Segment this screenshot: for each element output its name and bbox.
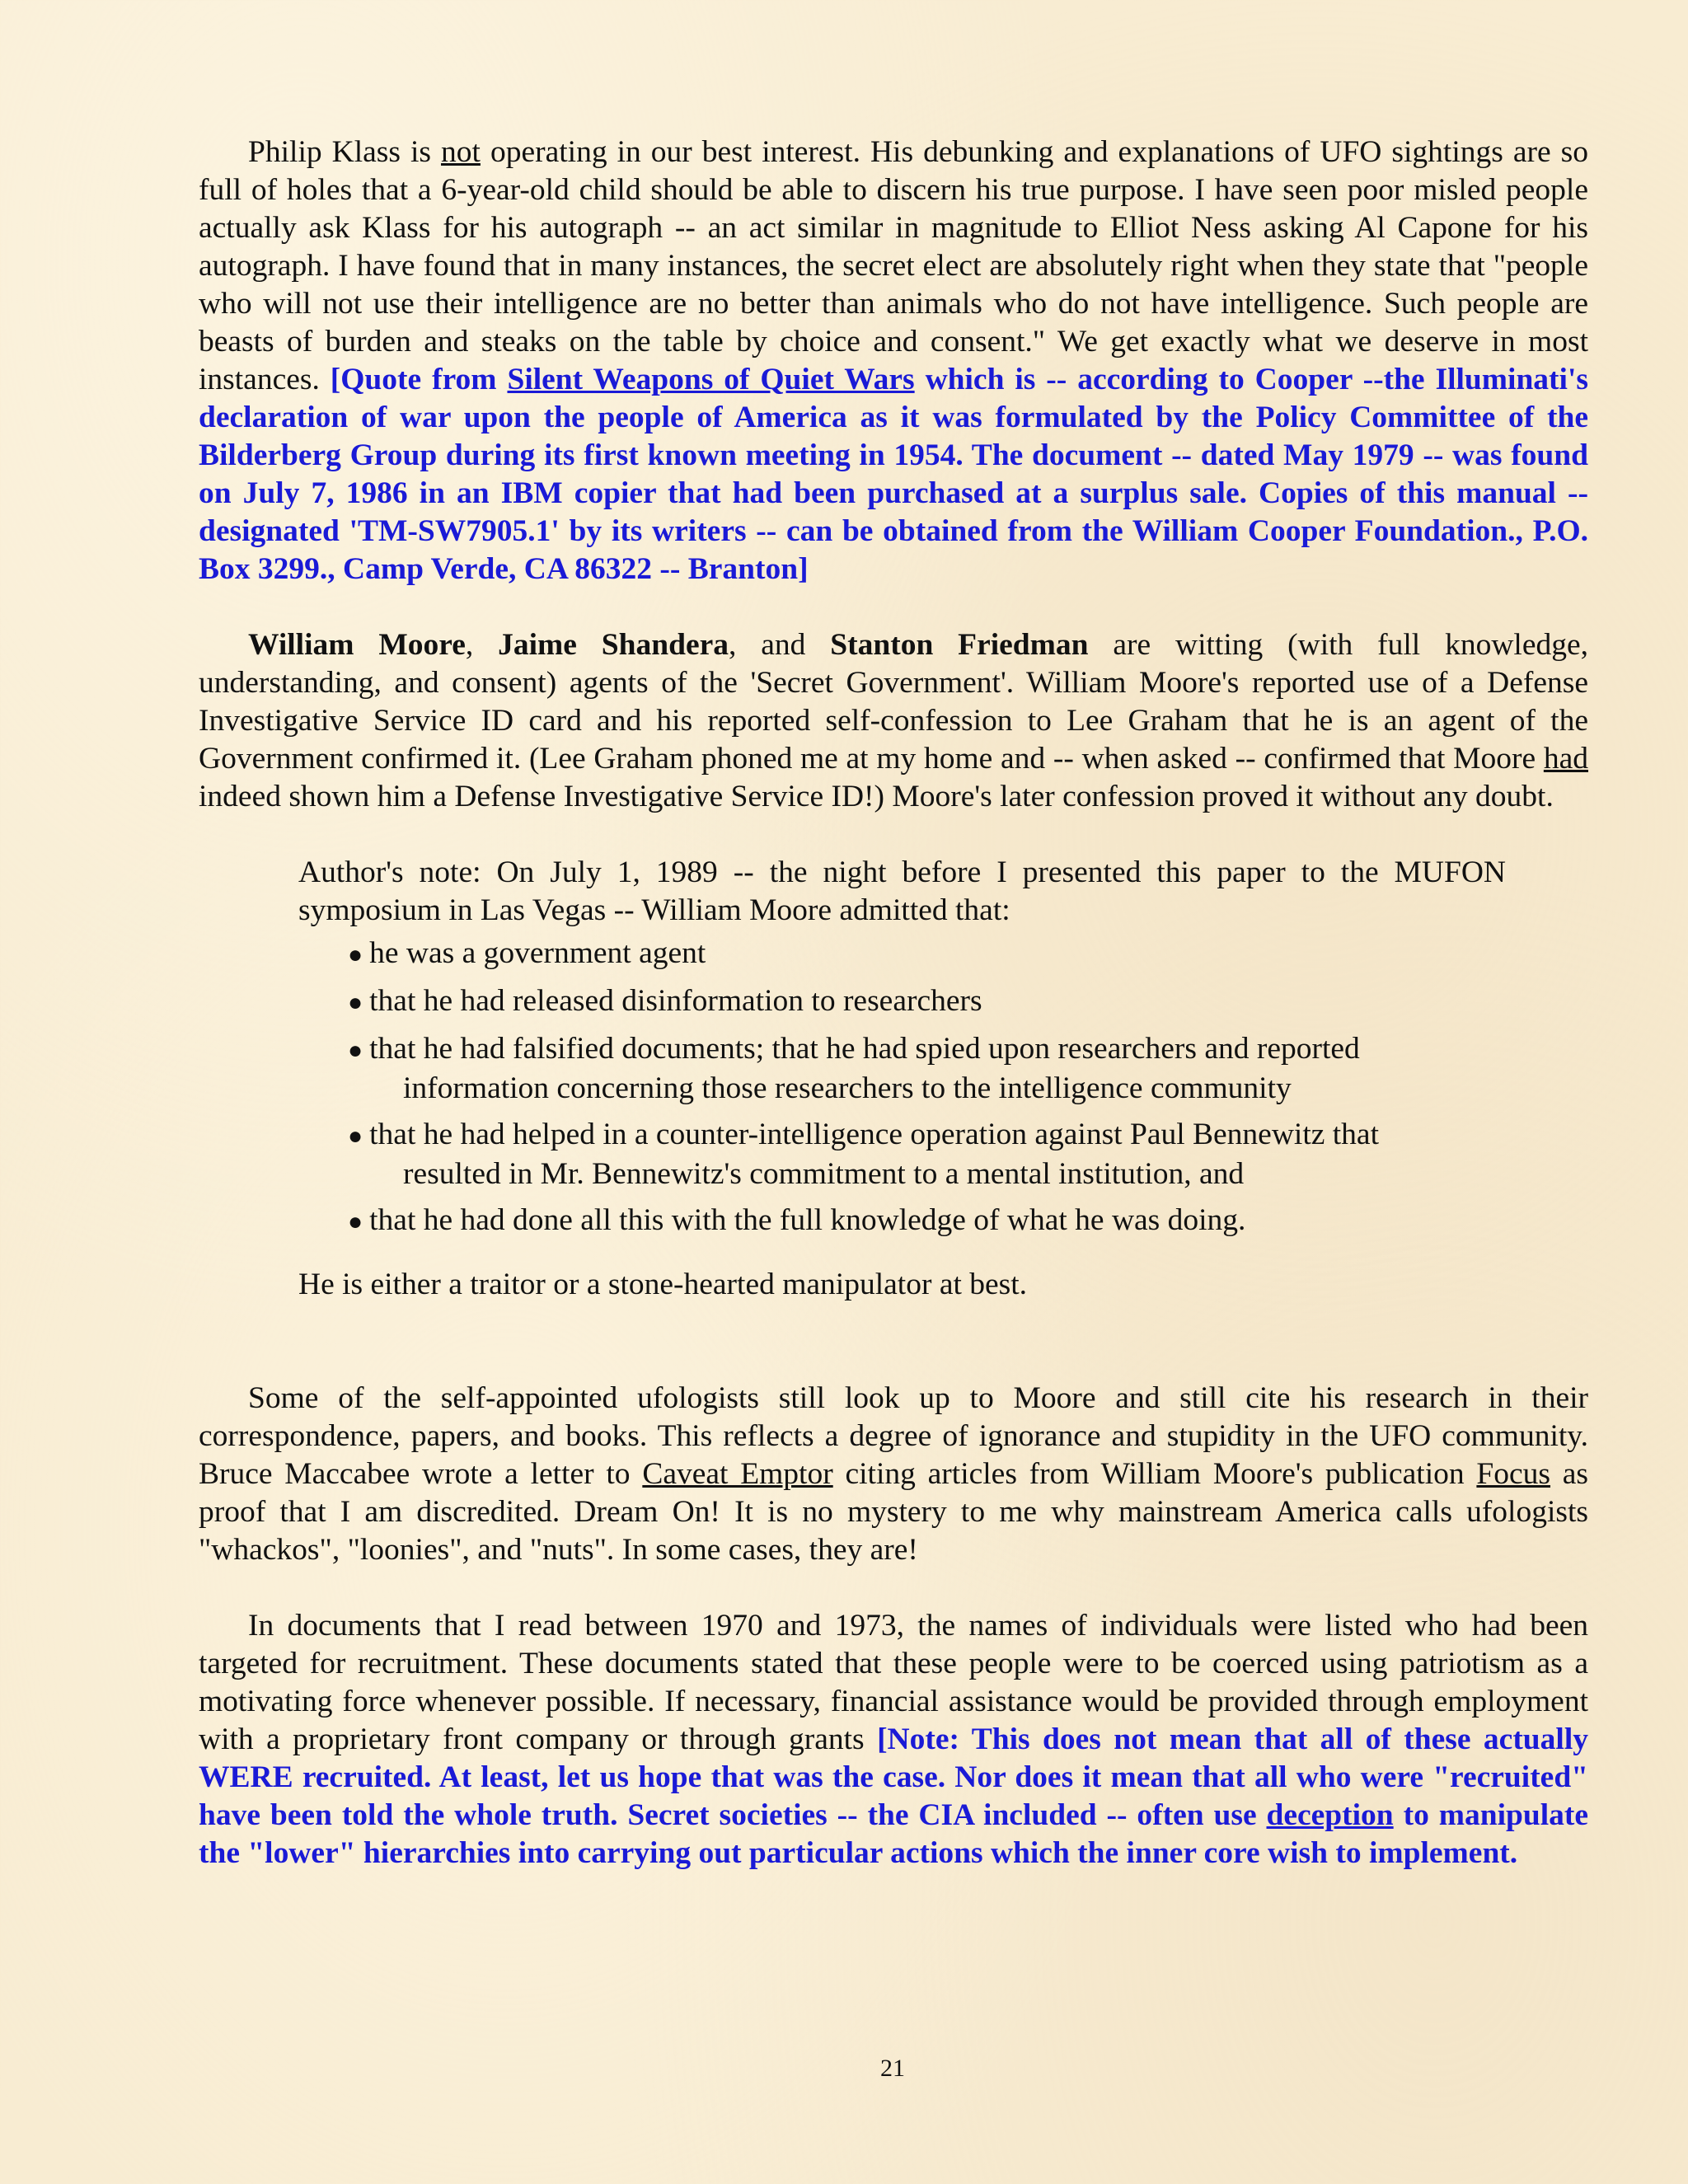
emphasis-not: not [441, 135, 481, 169]
bullet-icon: ● [348, 1037, 363, 1064]
bullet-icon: ● [348, 941, 363, 968]
emphasis-deception: deception [1266, 1798, 1394, 1832]
list-item-text: that he had helped in a counter-intelligence operation against Paul Bennewitz that [369, 1118, 1379, 1151]
text-span: citing articles from William Moore's publication [832, 1457, 1477, 1491]
paragraph-recruitment [199, 1607, 1588, 1872]
bullet-icon: ● [348, 1122, 363, 1150]
name-stanton-friedman: Stanton Friedman [830, 628, 1089, 662]
list-item-text: that he had falsified documents; that he had spied upon researchers and reported [369, 1032, 1360, 1066]
list-item [348, 1030, 1506, 1108]
page-number: 21 [880, 2055, 905, 2082]
emphasis-had: had [1543, 742, 1588, 776]
list-item [348, 982, 1506, 1022]
authors-note-conclusion: He is either a traitor or a stone-hearted manipulator at best. [298, 1268, 1028, 1301]
text-span: as proof that I am discredited. Dream On! It is no mystery to me why mainstream America calls ufologists "whackos", "loonies", and "nuts". In some cases, they are! [199, 1457, 1588, 1567]
text-span: In documents that I read between 1970 and 1973, the names of individuals were listed who had been targeted for recruitment. These documents stated that these people were to be coerced using patriotism as a motivating force whenever possible. If necessary, financial assistance would be provided through employment with a proprietary front company or through grants [199, 1609, 1588, 1756]
authors-note-intro: Author's note: On July 1, 1989 -- the night before I presented this paper to the MUFON symposium in Las Vegas -- William Moore admitted that: [298, 855, 1506, 927]
list-item [348, 1116, 1506, 1193]
list-item-continuation: information concerning those researchers to the intelligence community [403, 1071, 1292, 1105]
paragraph-agents [199, 626, 1588, 816]
text-span: , and [729, 628, 831, 662]
text-span: which is -- according to Cooper --the Illuminati's declaration of war upon the people of America as it was formulated by the Policy Committee of the Bilderberg Group during its first known meeting in 1954. The document -- dated May 1979 -- was found on July 7, 1986 in an IBM copier that had been purchased at a surplus sale. Copies of this manual -- designated 'TM-SW7905.1' by its writers -- can be obtained from the William Cooper Foundation., P.O. Box 3299., Camp Verde, CA 86322 -- Branton] [199, 363, 1588, 586]
admission-list [298, 935, 1506, 1241]
text-span: operating in our best interest. His debunking and explanations of UFO sightings are so full of holes that a 6-year-old child should be able to discern his true purpose. I have seen poor misled people actually ask Klass for his autograph -- an act similar in magnitude to Elliot Ness asking Al Capone for his autograph. I have found that in many instances, the secret elect are absolutely right when they state that "people who will not use their intelligence are no better than animals who do not have intelligence. Such people are beasts of burden and steaks on the table by choice and consent." We get exactly what we deserve in most instances. [199, 135, 1588, 396]
publication-caveat-emptor: Caveat Emptor [642, 1457, 833, 1491]
text-span: Philip Klass is [248, 135, 442, 169]
paragraph-klass [199, 134, 1588, 588]
bullet-icon: ● [348, 1208, 363, 1235]
bullet-icon: ● [348, 989, 363, 1016]
text-span: to manipulate the "lower" hierarchies into carrying out particular actions which the inner core wish to implement. [199, 1798, 1588, 1870]
list-item [348, 935, 1506, 974]
text-span: Some of the self-appointed ufologists still look up to Moore and still cite his research in their correspondence, papers, and books. This reflects a degree of ignorance and stupidity in the UFO community. Bruce Maccabee wrote a letter to [199, 1381, 1588, 1491]
text-span: indeed shown him a Defense Investigative Service ID!) Moore's later confession proved it without any doubt. [199, 780, 1554, 813]
name-jaime-shandera: Jaime Shandera [498, 628, 729, 662]
list-item [348, 1202, 1506, 1241]
text-span: [Quote from [330, 363, 508, 396]
list-item-text: that he had released disinformation to researchers [369, 984, 982, 1018]
list-item-text: that he had done all this with the full knowledge of what he was doing. [369, 1203, 1246, 1237]
publication-focus: Focus [1476, 1457, 1550, 1491]
book-title-silent-weapons: Silent Weapons of Quiet Wars [507, 363, 915, 396]
text-span: , [465, 628, 499, 662]
editor-note-silent-weapons [199, 363, 1588, 586]
list-item-continuation: resulted in Mr. Bennewitz's commitment to a mental institution, and [403, 1157, 1245, 1191]
document-page [199, 134, 1588, 1872]
text-span: [Note: This does not mean that all of these actually WERE recruited. At least, let us hope that was the case. Nor does it mean that all who were "recruited" have been told the whole truth. Secret societies -- the CIA included -- often use [199, 1722, 1589, 1832]
text-span: are witting (with full knowledge, understanding, and consent) agents of the 'Secret Government'. William Moore's reported use of a Defense Investigative Service ID card and his reported self-confession to Lee Graham that he is an agent of the Government confirmed it. (Lee Graham phoned me at my home and -- when asked -- confirmed that Moore [199, 628, 1589, 776]
authors-note [298, 854, 1506, 1304]
name-william-moore: William Moore [248, 628, 466, 662]
list-item-text: he was a government agent [369, 936, 706, 970]
paragraph-ufologists [199, 1380, 1588, 1569]
